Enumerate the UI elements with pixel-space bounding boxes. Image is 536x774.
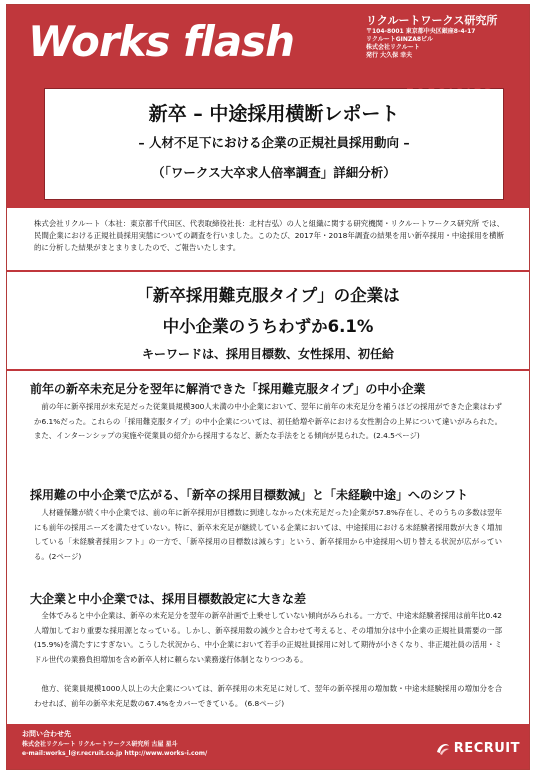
section-3-title: 大企業と中小企業では、採用目標数設定に大きな差 <box>30 592 307 606</box>
report-subtitle-2: （「ワークス大卒求人倍率調査」詳細分析） <box>152 165 396 180</box>
section-2-title: 採用難の中小企業で広がる、「新卒の採用目標数減」と「未経験中途」へのシフト <box>30 488 469 502</box>
page-frame <box>6 4 530 770</box>
contact-mail-link[interactable]: e-mail:works_l@r.recruit.co.jp http://www.works-i.com/ <box>22 750 208 757</box>
headline-line-2: 中小企業のうちわずか6.1% <box>162 317 374 336</box>
lab-name: リクルートワークス研究所 <box>366 14 498 27</box>
report-title: 新卒 – 中途採用横断レポート <box>148 103 400 125</box>
lab-publisher: 発行 大久保 幸夫 <box>366 52 413 59</box>
works-flash-logo: Works flash <box>28 17 295 66</box>
lab-company: 株式会社リクルート <box>366 44 420 51</box>
section-1-title: 前年の新卒未充足分を翌年に解消できた「採用難克服タイプ」の中小企業 <box>30 382 426 396</box>
section-2-body: 人材確保難が続く中小企業では、前の年に新卒採用が目標数に到達しなかった(未充足だった)企業が57.8%存在し、そのうちの多数は翌年にも前年の採用ニーズを満たせていない。特に、新卒未充足が継続している企業においては、中途採用における未経験者採用数が大きく増加している「未経験者採用シフト」の一方で、「新卒採用の目標数は減らす」という、新卒採用から中途採用へ切り替える状況が広がっている。(2ページ) <box>34 508 502 561</box>
keywords-line: キーワードは、採用目標数、女性採用、初任給 <box>141 347 394 361</box>
section-3-body-2: 他方、従業員規模1000人以上の大企業については、新卒採用の未充足に対して、翌年の新卒採用の増加数・中途未経験採用の増加分を合わせれば、前年の新卒未充足数の67.4%をカバーできている。 (6.8ページ) <box>34 684 502 708</box>
contact-label: お問い合わせ先 <box>22 730 71 738</box>
lab-building: リクルートGINZA8ビル <box>366 36 434 43</box>
report-subtitle: – 人材不足下における企業の正規社員採用動向 – <box>138 135 410 150</box>
lab-address: 〒104-8001 東京都中央区銀座8-4-17 <box>366 28 476 35</box>
intro-paragraph: 株式会社リクルート（本社：東京都千代田区、代表取締役社長：北村吉弘）の人と組織に関する研究機関・リクルートワークス研究所 では、民間企業における正規社員採用実態についての調査を行いました。このたび、2017年・2018年調査の結果を用い新卒採用・中途採用を横断的に分析した結果がまとまりましたので、ご報告いたします。 <box>34 219 504 252</box>
contact-org: 株式会社リクルート リクルートワークス研究所 古屋 星斗 <box>22 741 178 748</box>
headline-line-1: 「新卒採用難克服タイプ」の企業は <box>136 286 400 305</box>
recruit-brand-text: RECRUIT <box>453 740 520 756</box>
report-date: 2018.8.23 <box>406 79 495 92</box>
section-1-body: 前の年に新卒採用が未充足だった従業員規模300人未満の中小企業において、翌年に前年の未充足分を補うほどの採用ができた企業はわずか6.1%だった。これらの「採用難克服タイプ」の中小企業については、初任給増や新卒における女性割合の上昇について違いがみられた。また、インターンシップの実施や従業員の紹介から採用するなど、新たな手法をとる傾向が見られた。(2.4.5ページ) <box>34 402 502 440</box>
section-3-body: 全体でみると中小企業は、新卒の未充足分を翌年の新卒計画で上乗せしていない傾向がみられる。一方で、中途未経験者採用は前年比0.42人増加しており重要な採用源となっている。しかし、新卒採用数の減少と合わせて考えると、その増加分は中小企業の正規社員需要の一部(15.9%)を満たすにすぎない。こうした状況から、中小企業において若手の正規社員採用に対して期待が小さくなり、非正規社員の活用・ミドル世代の業務負担増加を含め新卒人材に頼らない業務遂行体制となりつつある。 <box>34 611 502 664</box>
